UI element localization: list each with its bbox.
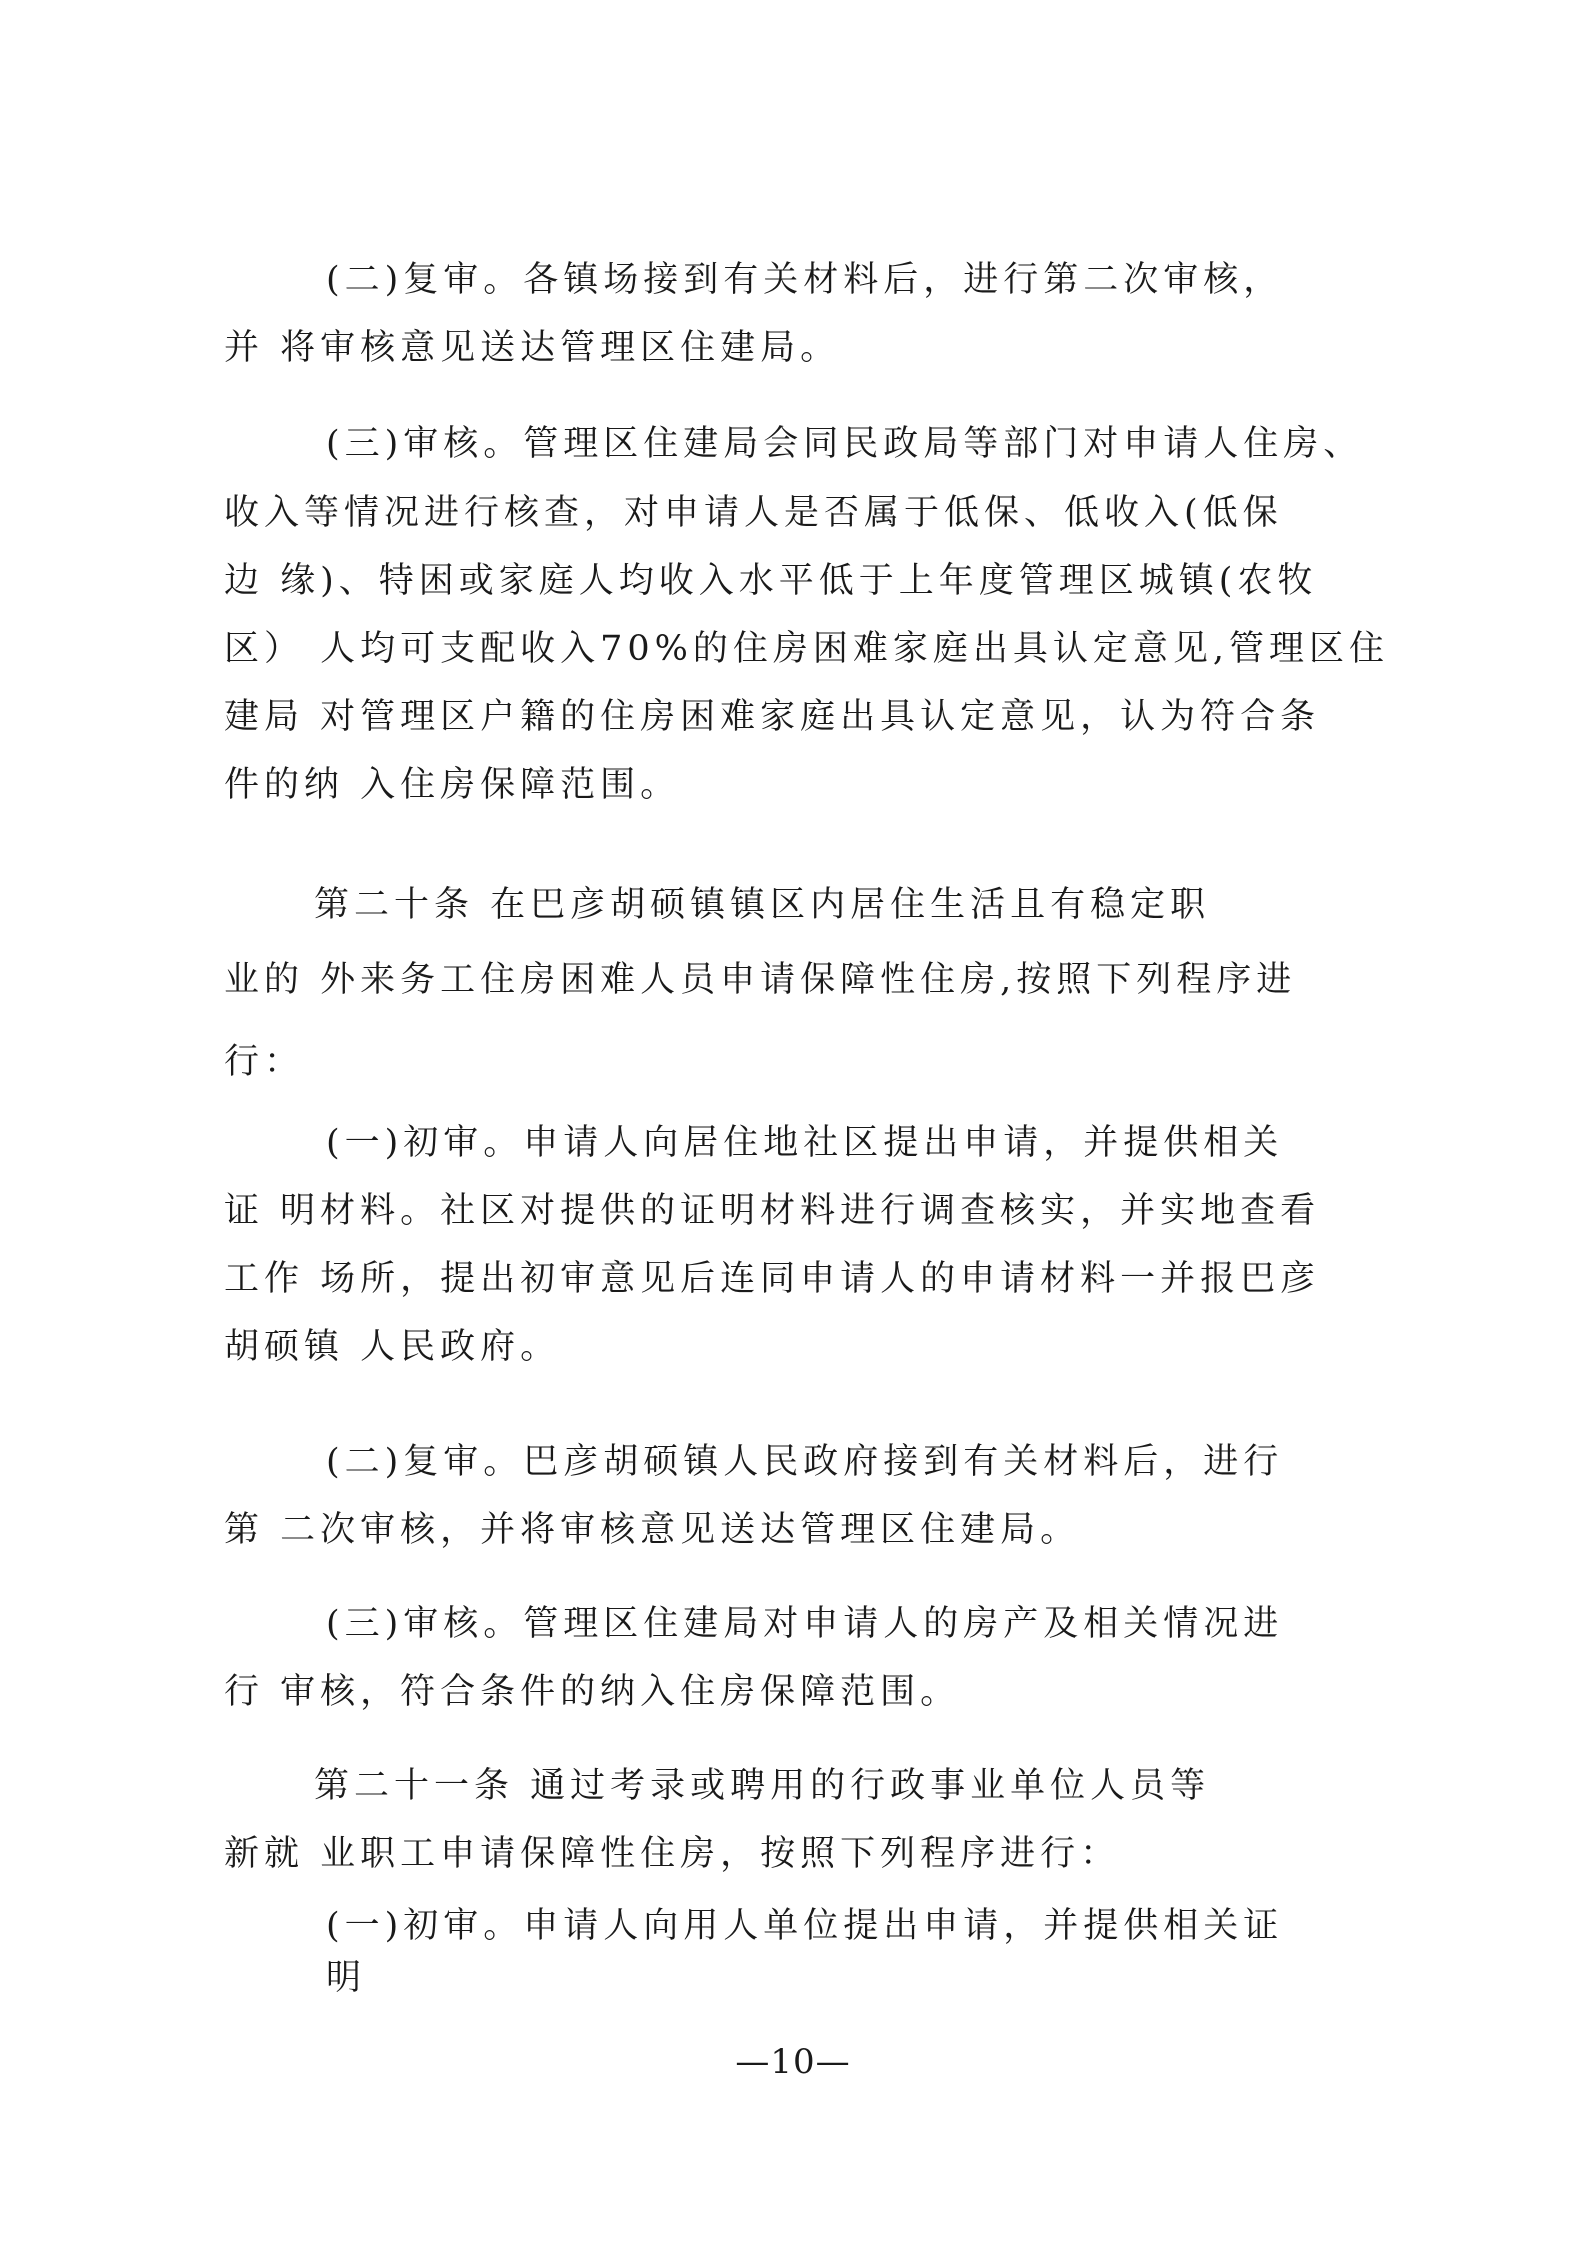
paragraph-2-line-2: 收入等情况进行核查，对申请人是否属于低保、低收入(低保 [224,493,1283,533]
paragraph-1-line-2: 并 将审核意见送达管理区住建局。 [224,328,841,368]
page-number: —10— [735,2042,851,2082]
paragraph-6-line-2: 行 审核，符合条件的纳入住房保障范围。 [224,1672,961,1712]
paragraph-6-line-1: (三)审核。管理区住建局对申请人的房产及相关情况进 [326,1604,1284,1644]
paragraph-5-line-2: 第 二次审核，并将审核意见送达管理区住建局。 [224,1510,1081,1550]
paragraph-4-line-2: 证 明材料。社区对提供的证明材料进行调查核实，并实地查看 [224,1191,1321,1231]
article-20-line-1: 第二十条 在巴彦胡硕镇镇区内居住生活且有稳定职 [314,885,1211,925]
article-20-line-3: 行： [224,1042,305,1082]
paragraph-1-line-1: (二)复审。各镇场接到有关材料后，进行第二次审核， [326,260,1284,300]
paragraph-8-line-1: (一)初审。申请人向用人单位提出申请，并提供相关证 [326,1906,1284,1946]
paragraph-2-line-1: (三)审核。管理区住建局会同民政局等部门对申请人住房、 [326,424,1364,464]
paragraph-4-line-3: 工作 场所，提出初审意见后连同申请人的申请材料一并报巴彦 [224,1259,1321,1299]
paragraph-2-line-4: 区） 人均可支配收入70%的住房困难家庭出具认定意见,管理区住 [224,629,1390,669]
paragraph-2-line-6: 件的纳 入住房保障范围。 [224,765,681,805]
paragraph-8-line-2: 明 [326,1958,367,1998]
paragraph-2-line-3: 边 缘)、特困或家庭人均收入水平低于上年度管理区城镇(农牧 [224,561,1318,601]
article-21-line-1: 第二十一条 通过考录或聘用的行政事业单位人员等 [314,1766,1211,1806]
paragraph-4-line-1: (一)初审。申请人向居住地社区提出申请，并提供相关 [326,1123,1284,1163]
paragraph-2-line-5: 建局 对管理区户籍的住房困难家庭出具认定意见，认为符合条 [224,697,1321,737]
article-20-line-2: 业的 外来务工住房困难人员申请保障性住房,按照下列程序进 [224,960,1297,1000]
paragraph-5-line-1: (二)复审。巴彦胡硕镇人民政府接到有关材料后，进行 [326,1442,1284,1482]
article-21-line-2: 新就 业职工申请保障性住房，按照下列程序进行： [224,1834,1121,1874]
paragraph-4-line-4: 胡硕镇 人民政府。 [224,1327,561,1367]
